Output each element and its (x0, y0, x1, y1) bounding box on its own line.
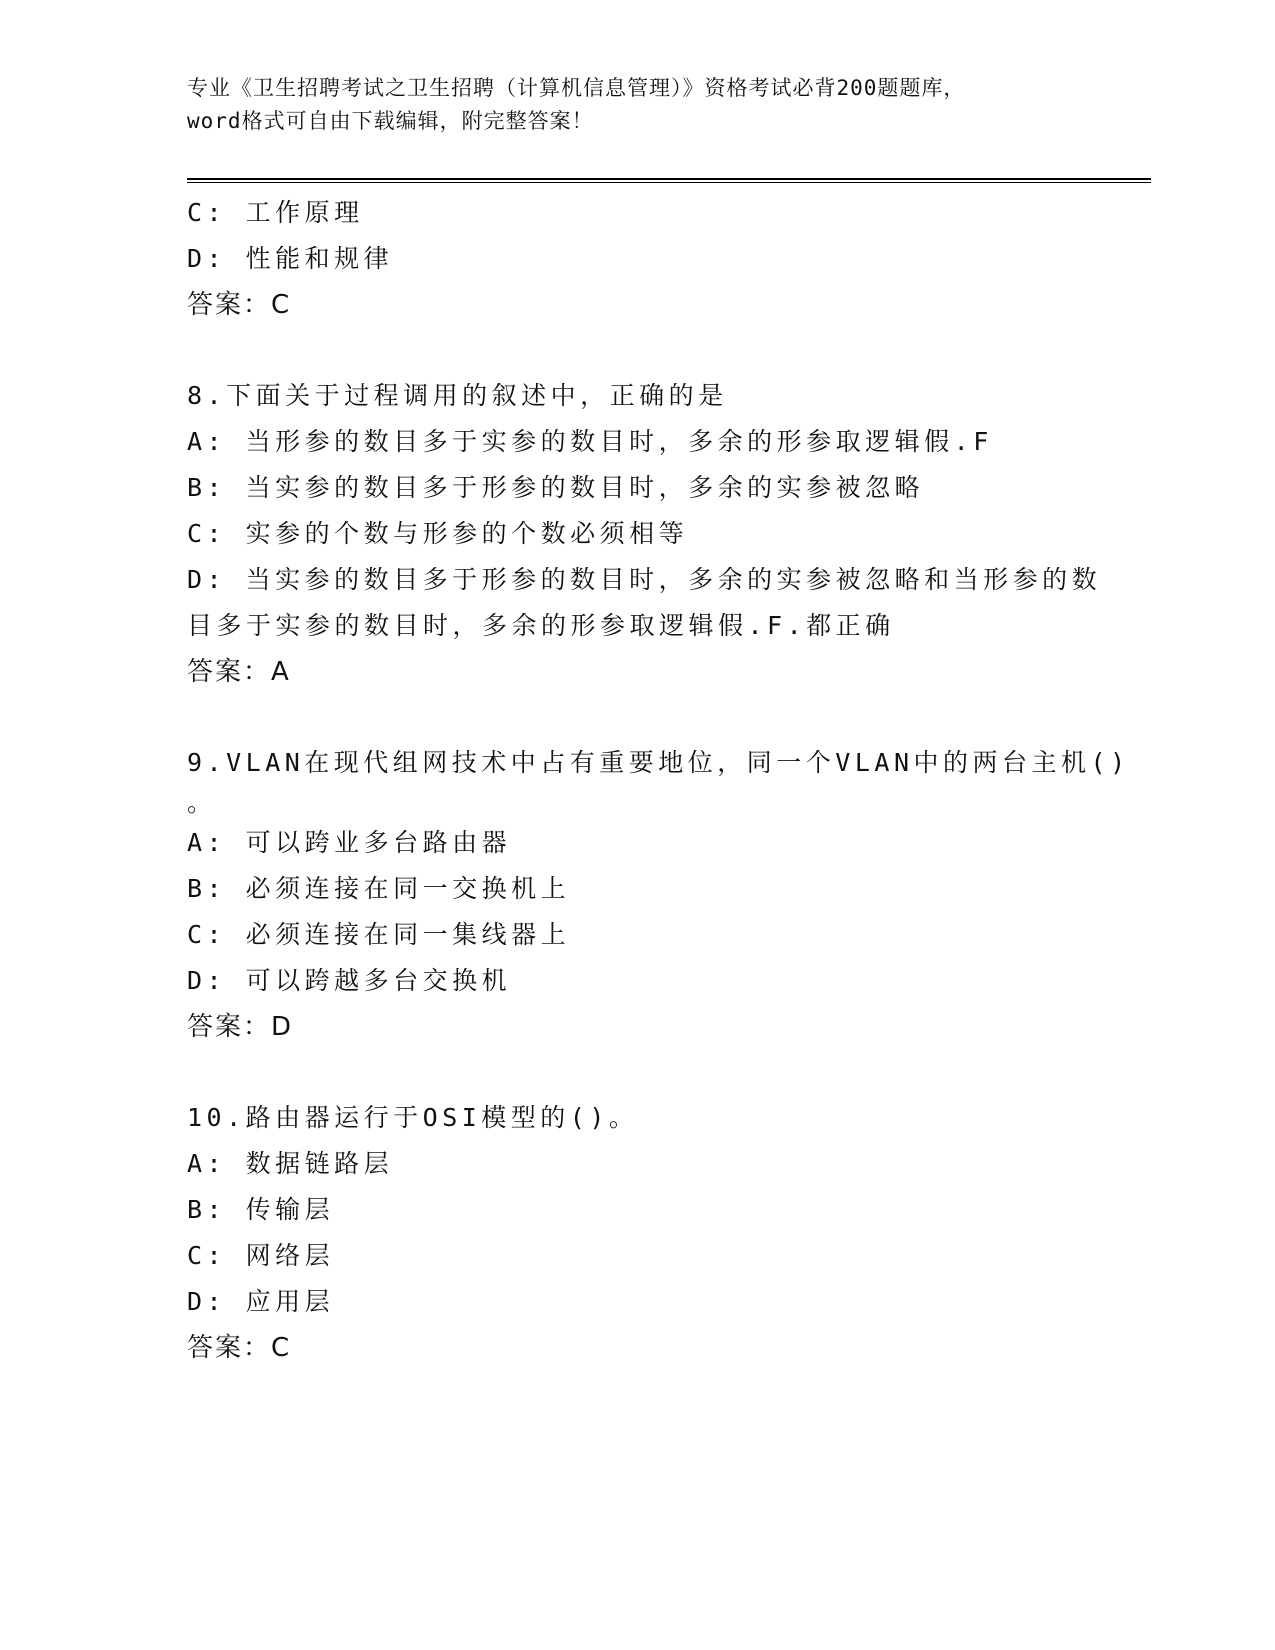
q8-option-b: B: 当实参的数目多于形参的数目时，多余的实参被忽略 (187, 473, 925, 502)
q10-stem: 10.路由器运行于OSI模型的()。 (187, 1103, 639, 1132)
spacer (187, 328, 1087, 373)
document-header (187, 72, 1087, 138)
q10-option-a: A: 数据链路层 (187, 1149, 394, 1178)
header-divider-thick (187, 178, 1151, 180)
q9-option-a: A: 可以跨业多台路由器 (187, 828, 512, 857)
question-8 (187, 373, 1102, 695)
question-10 (187, 1095, 1087, 1371)
q9-stem-line-1: 9.VLAN在现代组网技术中占有重要地位，同一个VLAN中的两台主机() (187, 748, 1130, 777)
q8-option-a: A: 当形参的数目多于实参的数目时，多余的形参取逻辑假.F (187, 427, 993, 456)
header-title-line-2: word格式可自由下载编辑，附完整答案！ (187, 109, 594, 133)
q9-option-b: B: 必须连接在同一交换机上 (187, 874, 571, 903)
q10-option-c: C: 网络层 (187, 1241, 335, 1270)
question-list (187, 190, 1130, 1371)
q10-option-b: B: 传输层 (187, 1195, 335, 1224)
q7-option-c: C: 工作原理 (187, 198, 364, 227)
question-9 (187, 740, 1130, 1050)
q7-answer: 答案：C (187, 290, 292, 320)
spacer (187, 1050, 1087, 1095)
q9-option-c: C: 必须连接在同一集线器上 (187, 920, 571, 949)
header-title-line-1: 专业《卫生招聘考试之卫生招聘（计算机信息管理）》资格考试必背200题题库， (187, 76, 966, 100)
spacer (187, 695, 1087, 740)
q10-answer: 答案：C (187, 1333, 292, 1363)
q8-answer: 答案：A (187, 657, 291, 687)
q9-stem-line-2: 。 (187, 788, 213, 817)
q8-option-d-line-1: D: 当实参的数目多于形参的数目时，多余的实参被忽略和当形参的数 (187, 565, 1102, 594)
q9-answer: 答案：D (187, 1012, 294, 1042)
q9-option-d: D: 可以跨越多台交换机 (187, 966, 512, 995)
header-divider-thin (187, 182, 1151, 183)
q8-option-c: C: 实参的个数与形参的个数必须相等 (187, 519, 689, 548)
q7-option-d: D: 性能和规律 (187, 244, 394, 273)
question-7-tail (187, 190, 1087, 328)
q8-option-d-line-2: 目多于实参的数目时，多余的形参取逻辑假.F.都正确 (187, 611, 895, 640)
q8-stem: 8.下面关于过程调用的叙述中，正确的是 (187, 381, 728, 410)
q10-option-d: D: 应用层 (187, 1287, 335, 1316)
